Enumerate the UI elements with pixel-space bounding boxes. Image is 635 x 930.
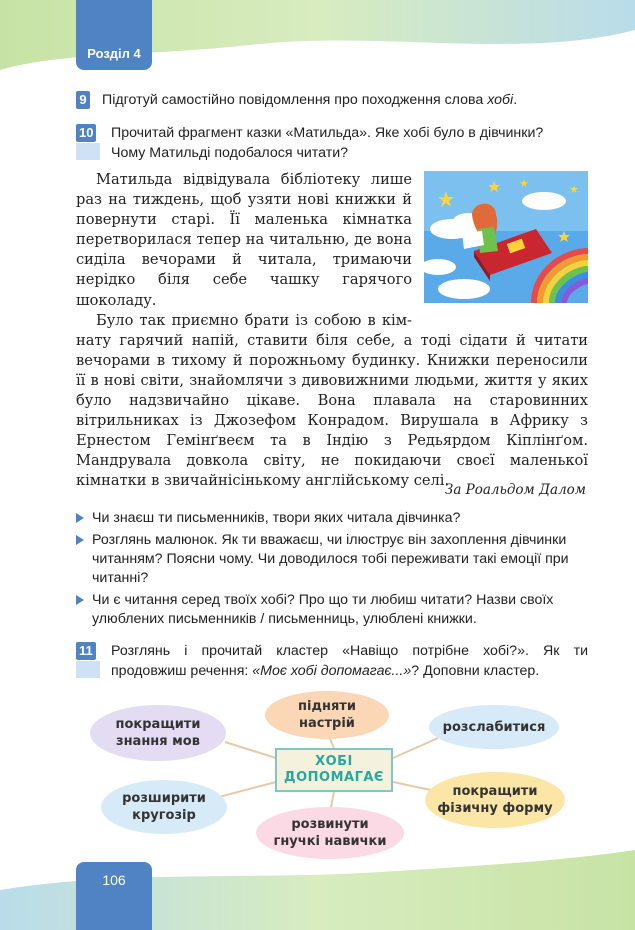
section-label: Розділ 4	[87, 46, 141, 61]
task-number-badge: 11	[76, 642, 96, 660]
task-11	[76, 642, 588, 682]
task-number-underlay	[76, 143, 100, 160]
hobby-cluster	[0, 690, 635, 860]
question-item: Чи знаєш ти письменників, твори яких читала дівчинка?	[76, 509, 588, 528]
question-list	[76, 509, 588, 632]
cluster-node-relax: розслабитися	[442, 719, 546, 735]
page-number: 106	[102, 872, 126, 888]
page-number-tab	[76, 862, 152, 930]
arrow-bullet-icon	[76, 513, 84, 523]
task-9-text: Підготуй самостійно повідомлення про походження слова хобі.	[102, 92, 518, 108]
task-10	[76, 124, 588, 164]
task-number-underlay	[76, 661, 100, 678]
task-number-badge: 9	[76, 91, 90, 109]
section-tab	[76, 0, 152, 70]
task-9	[76, 91, 588, 111]
cluster-node-horizons: розширити кругозір	[122, 791, 206, 823]
cluster-center: ХОБІ ДОПОМАГАЄ	[275, 748, 393, 792]
story-paragraph-2-rest: нату гарячий напій, ставити біля себе, а тоді сідати й читати вечорами в тихому й порожньому будинку. Книжки переносили її в нові світи, знайомлячи з дивовижними людьми, життя у яких було надзвичайно цікаве. Вона плавала на старовинних вітрильниках із Джозефом Конрадом. Вирушала в Африку з Ернестом Гемінґвеєм та в Індію з Редьярдом Кіплінґом. Мандрувала довкола світу, не покидаючи своєї маленької кімнатки в звичайнісінькому англійському селі.	[76, 331, 588, 490]
arrow-bullet-icon	[76, 535, 84, 545]
task-11-line1: Розглянь і прочитай кластер «Навіщо потрібне хобі?». Як ти	[111, 643, 588, 659]
task-10-line1: Прочитай фрагмент казки «Матильда». Яке хобі було в дівчинки?	[111, 125, 544, 141]
cluster-node-fitness: покращити фізичну форму	[437, 784, 553, 816]
story-paragraph-2-start: Було так приємно брати із собою в кім-	[96, 311, 412, 329]
word-emphasis: хобі	[487, 92, 514, 108]
story-excerpt	[76, 170, 588, 492]
task-10-line2: Чому Матильді подобалося читати?	[111, 145, 349, 161]
task-number-badge: 10	[76, 124, 96, 142]
arrow-bullet-icon	[76, 595, 84, 605]
story-paragraph-1: Матильда відвідувала бібліотеку лише раз на тиждень, щоб узяти нові книжки й повернути старі. Її маленька кімнатка перетворилася тепер на читальню, де вона сиділа вечорами й читала, тримаючи нерідко біля себе чашку гарячого шоколаду.	[76, 171, 412, 309]
question-item: Розглянь малюнок. Як ти вважаєш, чи ілюструє він захоплення дівчинки читанням? Поясни чому. Чи доводилося тобі переживати такі емоції при читанні?	[76, 531, 588, 588]
cluster-node-languages: покращити знання мов	[115, 717, 201, 749]
cluster-node-soft-skills: розвинути гнучкі навички	[273, 817, 387, 849]
question-item: Чи є читання серед твоїх хобі? Про що ти любиш читати? Назви своїх улюблених письменників / письменниць, улюблені книжки.	[76, 591, 588, 629]
story-author: За Роальдом Далом	[444, 482, 586, 498]
task-11-line2: продовжиш речення: «Моє хобі допомагає...»? Доповни кластер.	[111, 663, 540, 679]
cluster-node-mood: підняти настрій	[298, 699, 356, 731]
